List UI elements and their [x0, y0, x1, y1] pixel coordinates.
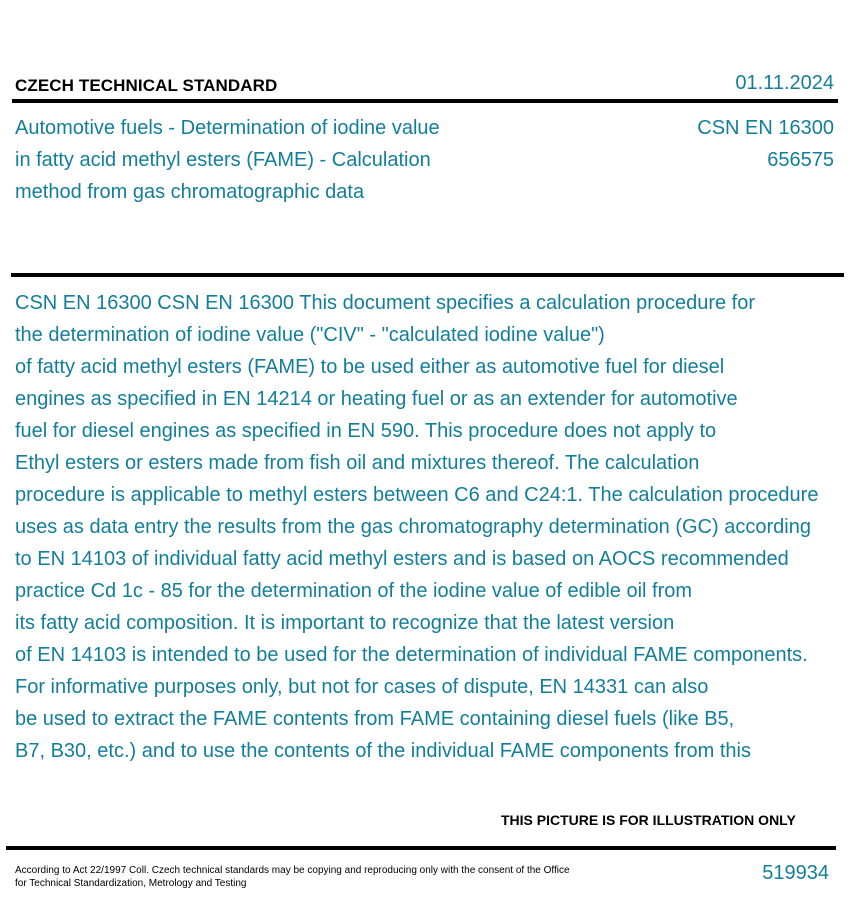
body-line: to EN 14103 of individual fatty acid methyl esters and is based on AOCS recommended — [15, 548, 789, 570]
body-line: For informative purposes only, but not for cases of dispute, EN 14331 can also — [15, 676, 709, 698]
illustration-note: THIS PICTURE IS FOR ILLUSTRATION ONLY — [501, 812, 796, 828]
publication-date: 01.11.2024 — [735, 72, 834, 94]
body-line: procedure is applicable to methyl esters between C6 and C24:1. The calculation procedure — [15, 484, 819, 506]
title-line: Automotive fuels - Determination of iodine value — [15, 117, 440, 139]
body-line: the determination of iodine value ("CIV" - "calculated iodine value") — [15, 324, 605, 346]
body-line: of EN 14103 is intended to be used for the determination of individual FAME components. — [15, 644, 808, 666]
body-line: CSN EN 16300 CSN EN 16300 This document specifies a calculation procedure for — [15, 292, 756, 314]
body-line: its fatty acid composition. It is important to recognize that the latest version — [15, 612, 675, 634]
body-line: engines as specified in EN 14214 or heating fuel or as an extender for automotive — [15, 388, 738, 410]
footer-code: 519934 — [762, 862, 829, 884]
title-line: in fatty acid methyl esters (FAME) - Calculation — [15, 149, 431, 171]
standard-code: CSN EN 16300 — [697, 117, 834, 139]
title-rule — [11, 273, 844, 277]
catalog-number: 656575 — [767, 149, 834, 171]
copyright-note-line: for Technical Standardization, Metrology and Testing — [15, 878, 247, 889]
standard-label: CZECH TECHNICAL STANDARD — [15, 76, 278, 95]
footer-rule — [6, 846, 836, 850]
title-line: method from gas chromatographic data — [15, 181, 365, 203]
body-line: be used to extract the FAME contents from FAME containing diesel fuels (like B5, — [15, 708, 735, 730]
body-line: Ethyl esters or esters made from fish oil and mixtures thereof. The calculation — [15, 452, 700, 474]
body-line: uses as data entry the results from the gas chromatography determination (GC) according — [15, 516, 811, 538]
body-line: of fatty acid methyl esters (FAME) to be used either as automotive fuel for diesel — [15, 356, 725, 378]
body-line: fuel for diesel engines as specified in EN 590. This procedure does not apply to — [15, 420, 717, 442]
copyright-note-line: According to Act 22/1997 Coll. Czech technical standards may be copying and reproducing only with the consent of the Office — [15, 865, 570, 876]
header-rule — [12, 99, 838, 103]
body-line: B7, B30, etc.) and to use the contents of the individual FAME components from this — [15, 740, 751, 762]
body-line: practice Cd 1c - 85 for the determination of the iodine value of edible oil from — [15, 580, 693, 602]
